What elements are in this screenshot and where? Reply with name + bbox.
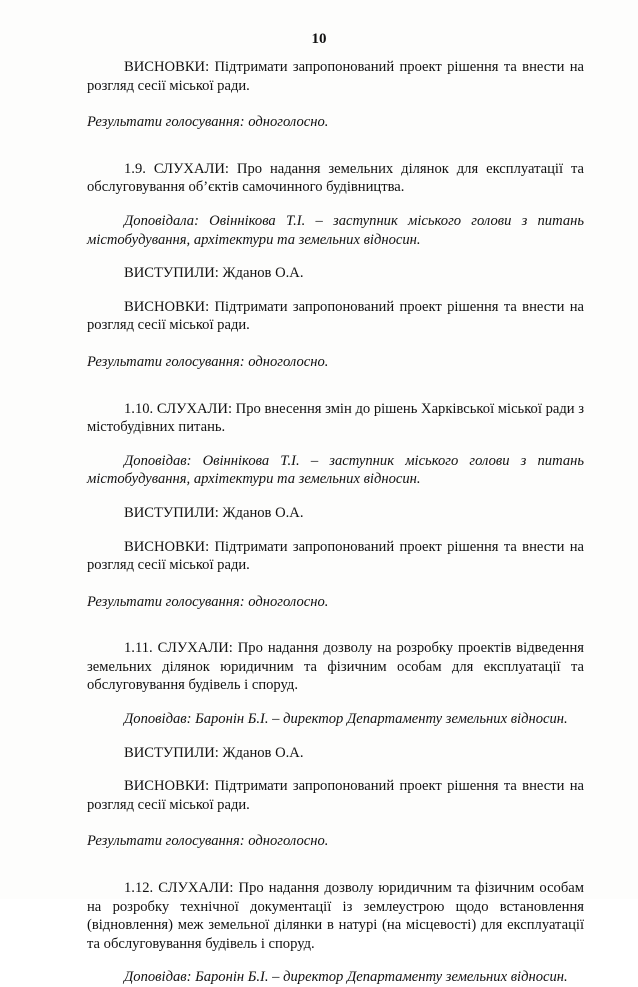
speaker-report: Доповідав: Баронін Б.І. – директор Департаменту земельних відносин. (124, 711, 568, 728)
speaker-report: Доповідав: Баронін Б.І. – директор Департаменту земельних відносин. (124, 969, 568, 986)
voting-results: Результати голосування: одноголосно. (87, 353, 329, 370)
conclusion-paragraph: ВИСНОВКИ: Підтримати запропонований проект рішення та внести на розгляд сесії міської ради. (87, 298, 584, 334)
conclusion-paragraph: ВИСНОВКИ: Підтримати запропонований проект рішення та внести на розгляд сесії міської ради. (87, 59, 584, 94)
agenda-item-1-9: 1.9. СЛУХАЛИ: Про надання земельних ділянок для експлуатації та обслуговування об’єктів самочинного будівництва. (87, 160, 584, 196)
agenda-item-1-11: 1.11. СЛУХАЛИ: Про надання дозволу на розробку проектів відведення земельних ділянок юридичним та фізичним особам для експлуатації та обслуговування будівель і споруд. (87, 640, 584, 694)
agenda-item-1-10: 1.10. СЛУХАЛИ: Про внесення змін до рішень Харківської міської ради з містобудівних питань. (87, 400, 584, 436)
speakers-paragraph: ВИСТУПИЛИ: Жданов О.А. (124, 744, 304, 761)
voting-results: Результати голосування: одноголосно. (87, 833, 329, 850)
conclusion-paragraph: ВИСНОВКИ: Підтримати запропонований проект рішення та внести на розгляд сесії міської ради. (87, 778, 584, 813)
speaker-report: Доповідала: Овіннікова Т.І. – заступник міського голови з питань містобудування, архітектури та земельних відносин. (87, 212, 584, 248)
speakers-paragraph: ВИСТУПИЛИ: Жданов О.А. (124, 504, 304, 521)
agenda-item-1-12: 1.12. СЛУХАЛИ: Про надання дозволу юридичним та фізичним особам на розробку технічної документації із землеустрою щодо встановлення (відновлення) меж земельної ділянки в натурі (на місцевості) для експлуатації та обслуговування будівель і споруд. (87, 880, 584, 952)
conclusion-paragraph: ВИСНОВКИ: Підтримати запропонований проект рішення та внести на розгляд сесії міської ради. (87, 538, 584, 574)
page-number: 10 (311, 31, 327, 47)
voting-results: Результати голосування: одноголосно. (87, 114, 329, 131)
speakers-paragraph: ВИСТУПИЛИ: Жданов О.А. (124, 265, 304, 282)
document-body (87, 58, 584, 987)
voting-results: Результати голосування: одноголосно. (87, 593, 329, 610)
speaker-report: Доповідав: Овіннікова Т.І. – заступник міського голови з питань містобудування, архітектури та земельних відносин. (87, 452, 584, 488)
